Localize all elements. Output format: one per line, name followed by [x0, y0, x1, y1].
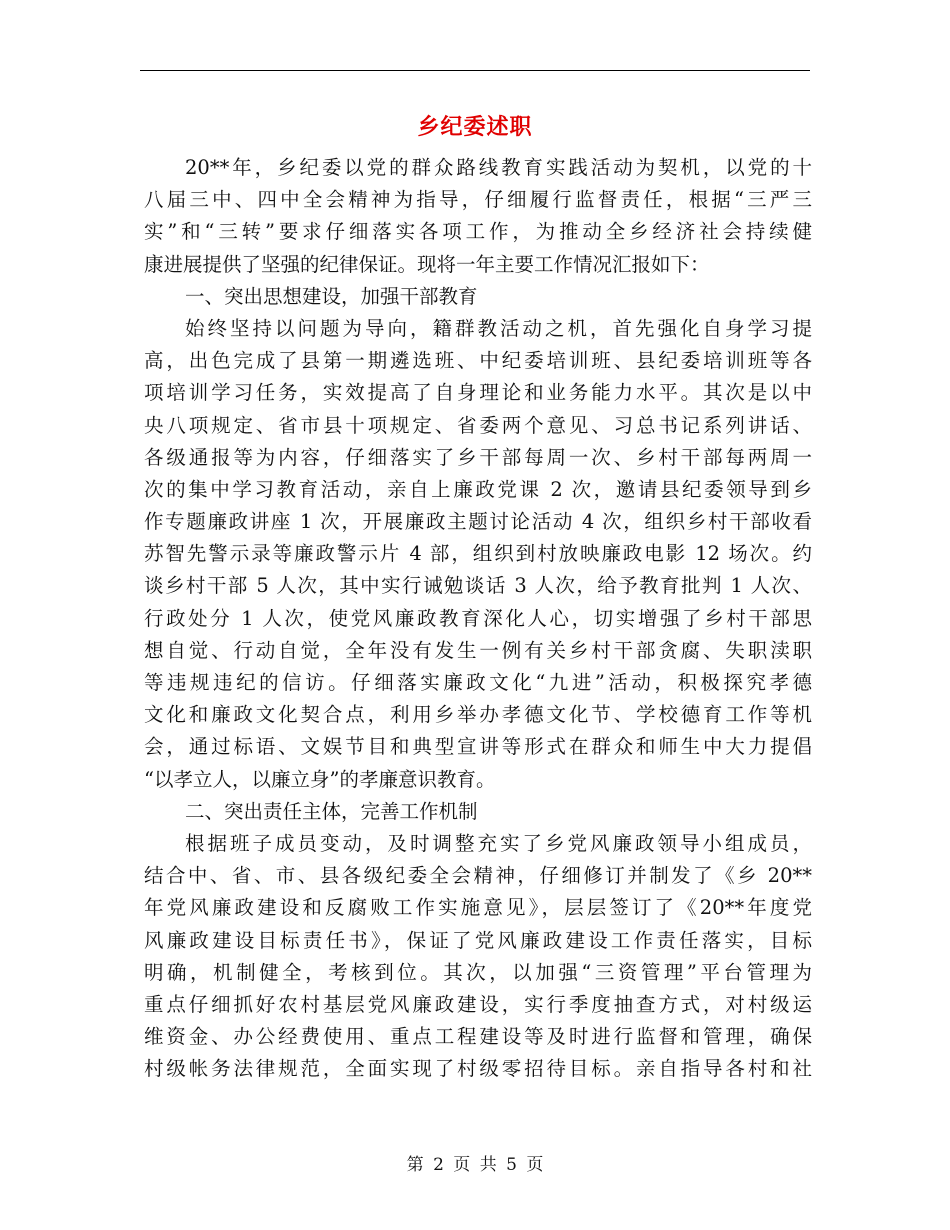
- text-line: 等违规违纪的信访。仔细落实廉政文化“九进”活动，积极探究孝德: [144, 671, 812, 694]
- page-footer: 第 2 页 共 5 页: [406, 1155, 544, 1175]
- text-line: 一、突出思想建设，加强干部教育: [185, 284, 478, 308]
- text-line: 风廉政建设目标责任书》，保证了党风廉政建设工作责任落实，目标: [144, 928, 812, 952]
- text-line: 会，通过标语、文娱节目和典型宣讲等形式在群众和师生中大力提倡: [144, 735, 812, 759]
- text-line: 明确，机制健全，考核到位。其次，以加强“三资管理”平台管理为: [144, 960, 812, 984]
- text-line: 八届三中、四中全会精神为指导，仔细履行监督责任，根据“三严三: [144, 188, 812, 212]
- header-rule: [140, 70, 810, 71]
- text-line: 始终坚持以问题为导向，籍群教活动之机，首先强化自身学习提: [185, 316, 812, 340]
- document-body: [144, 152, 812, 1085]
- text-line: 文化和廉政文化契合点，利用乡举办孝德文化节、学校德育工作等机: [144, 703, 812, 727]
- text-line: 实”和“三转”要求仔细落实各项工作，为推动全乡经济社会持续健: [144, 220, 812, 244]
- text-line: 重点仔细抓好农村基层党风廉政建设，实行季度抽查方式，对村级运: [144, 992, 812, 1016]
- text-line: 作专题廉政讲座 1 次，开展廉政主题讨论活动 4 次，组织乡村干部收看: [144, 510, 812, 534]
- text-line: 各级通报等为内容，仔细落实了乡干部每周一次、乡村干部每两周一: [144, 445, 812, 469]
- text-line: 央八项规定、省市县十项规定、省委两个意见、习总书记系列讲话、: [144, 413, 812, 437]
- text-line: 结合中、省、市、县各级纪委全会精神，仔细修订并制发了《乡 20**: [144, 864, 812, 888]
- text-line: 高，出色完成了县第一期遴选班、中纪委培训班、县纪委培训班等各: [144, 349, 812, 373]
- text-line: 康进展提供了坚强的纪律保证。现将一年主要工作情况汇报如下：: [144, 252, 710, 276]
- text-line: 年党风廉政建设和反腐败工作实施意见》，层层签订了《20**年度党: [144, 896, 812, 920]
- text-line: 想自觉、行动自觉，全年没有发生一例有关乡村干部贪腐、失职渎职: [144, 638, 812, 662]
- text-line: 项培训学习任务，实效提高了自身理论和业务能力水平。其次是以中: [144, 381, 812, 405]
- text-line: 20**年，乡纪委以党的群众路线教育实践活动为契机，以党的十: [185, 156, 812, 179]
- text-line: 行政处分 1 人次，使党风廉政教育深化人心，切实增强了乡村干部思: [144, 606, 812, 630]
- text-line: 二、突出责任主体，完善工作机制: [185, 799, 478, 823]
- text-line: 村级帐务法律规范，全面实现了村级零招待目标。亲自指导各村和社: [144, 1057, 812, 1081]
- document-title: 乡纪委述职: [417, 114, 533, 140]
- text-line: 维资金、办公经费使用、重点工程建设等及时进行监督和管理，确保: [144, 1025, 812, 1049]
- text-line: 苏智先警示录等廉政警示片 4 部，组织到村放映廉政电影 12 场次。约: [144, 542, 812, 566]
- text-line: 次的集中学习教育活动，亲自上廉政党课 2 次，邀请县纪委领导到乡: [144, 477, 812, 501]
- text-line: 根据班子成员变动，及时调整充实了乡党风廉政领导小组成员，: [185, 831, 812, 855]
- text-line: 谈乡村干部 5 人次，其中实行诫勉谈话 3 人次，给予教育批判 1 人次、: [144, 574, 812, 598]
- text-line: “以孝立人，以廉立身”的孝廉意识教育。: [144, 767, 496, 791]
